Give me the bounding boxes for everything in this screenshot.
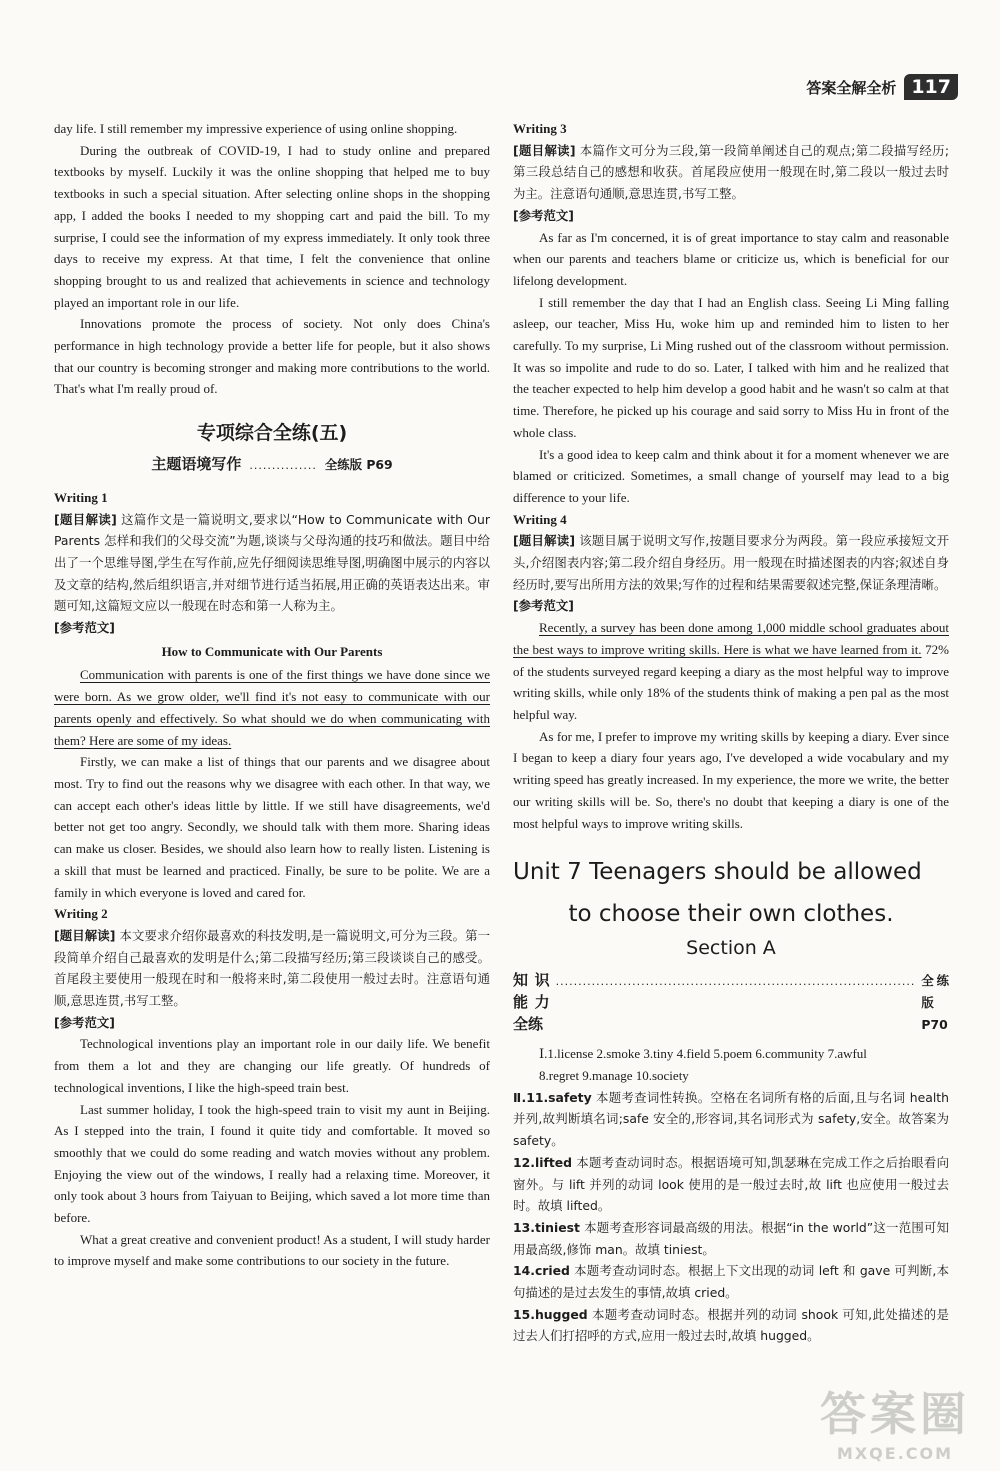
essay-paragraph [54, 664, 490, 751]
answer-text: 本题考查形容词最高级的用法。根据“in the world”这一范围可知用最高级,修饰 man。故填 tiniest。 [513, 1219, 949, 1257]
writing3-analysis [513, 140, 949, 205]
analysis-text: 这篇作文是一篇说明文,要求以“How to Communicate with Our Parents 怎样和我们的父母交流”为题,谈谈与父母沟通的技巧和做法。题目中给出了一个思维导图,学生在写作前,应先仔细阅读思维导图,明确图中展示的内容以及文章的结构,然后组织语言,并对细节进行适当拓展,用正确的英语表达出来。审题可知,这篇短文应以一般现在时态和第一人称为主。 [54, 511, 491, 614]
answer-text: 本题考查词性转换。空格在名词所有格的后面,且与名词 health 并列,故判断填名词;safe 安全的,形容词,其名词形式为 safety,安全。故答案为 safety。 [513, 1089, 949, 1149]
section-label: Section A [686, 937, 776, 960]
essay-paragraph [513, 617, 949, 726]
analysis-text: 本文要求介绍你最喜欢的科技发明,是一篇说明文,可分为三段。第一段简单介绍自己最喜欢的发明是什么;第二段描写经历;第三段谈谈自己的感受。首尾段主要使用一般现在时和一般将来时,第二段使用一般过去时。注意语句通顺,意思连贯,书写工整。 [54, 927, 490, 1009]
writing2-analysis [54, 925, 490, 1012]
writing4-analysis [513, 530, 949, 595]
essay-paragraph: What a great creative and convenient product! As a student, I will study harder to improve myself and make some contributions to our society in the future. [54, 1231, 490, 1269]
watermark-text: 答案圈 [820, 1387, 970, 1441]
watermark-logo [820, 1378, 970, 1463]
right-column [513, 118, 949, 1347]
unit-heading [513, 852, 949, 960]
analysis-tag: [题目解读] [513, 142, 576, 158]
essay-paragraph: As far as I'm concerned, it is of great importance to stay calm and reasonable when our parents and teachers blame or criticize us, which is beneficial for our lifelong development. [513, 229, 949, 288]
left-column [54, 118, 490, 1272]
analysis-text: 该题目属于说明文写作,按题目要求分为两段。第一段应承接短文开头,介绍图表内容;第二段介绍自身经历。用一般现在时描述图表的内容;叙述自身经历时,要写出所用方法的效果;写作的过程和结果需要叙述完整,保证条理清晰。 [513, 533, 949, 592]
analysis-tag: [题目解读] [54, 511, 117, 527]
essay-paragraph: Firstly, we can make a list of things that our parents and we disagree about most. Try to find out the reasons why we disagree with each other. In that way, we can accept each other's ideas little by little. If we still have disagreements, we'd better not get too angry. Secondly, we should talk with them more. Sharing ideas can make us closer. Besides, we should also learn how to really listen. Listening is a skill that must be learned and practiced. Finally, be sure to be polite. We are a family in which everyone is loved and cared for. [54, 754, 490, 900]
sample-tag: [参考范文] [513, 207, 574, 223]
answer-number: 15.hugged [513, 1306, 588, 1322]
essay-paragraph: Last summer holiday, I took the high-speed train to visit my aunt in Beijing. As I stepped into the train, I found it quite tidy and comfortable. It moved so smoothly that we could do some reading and watch movies without any problem. Enjoying the view out of the windows, I really had a relaxing time. Moreover, it only took about 3 hours from Taiyuan to Beijing, which saved a lot more time than before. [54, 1101, 490, 1226]
writing3-title: Writing 3 [513, 121, 567, 136]
underlined-text: Communication with parents is one of the first things we have done since we were born. As we grow older, we'll find it's not easy to communicate with our parents openly and effectively. So what should we do when communicating with them? Here are some of my ideas. [54, 667, 490, 748]
answers-part1-line1: Ⅰ.1.license 2.smoke 3.tiny 4.field 5.poem 6.community 7.awful [539, 1046, 867, 1062]
subsection-title: 主题语境写作 [151, 455, 242, 474]
essay-paragraph: It's a good idea to keep calm and think about it for a moment whenever we are blamed or criticized. Sometimes, a small change of yourself may lead to a big difference to your life. [513, 446, 949, 505]
intro-paragraph: day life. I still remember my impressive experience of using online shopping. [54, 121, 458, 136]
page-header [806, 74, 958, 100]
writing2-title: Writing 2 [54, 906, 108, 922]
answer-item [513, 1152, 949, 1217]
answer-item [513, 1217, 949, 1260]
answer-item [513, 1087, 949, 1152]
analysis-text: 本篇作文可分为三段,第一段简单阐述自己的观点;第二段描写经历;第三段总结自己的感想和收获。首尾段应使用一般现在时,第二段以一般过去时为主。注意语句通顺,意思连贯,书写工整。 [513, 142, 949, 202]
sample-tag: [参考范文] [54, 620, 115, 636]
essay-paragraph: I still remember the day that I had an English class. Seeing Li Ming falling asleep, our teacher, Miss Hu, woke him up and reminded him to listen to her carefully. To my surprise, Li Ming rushed out of the classroom without permission. It was so impolite and rude to do so. Later, I talked with him and he realized that the teacher expected to help him develop a good habit and he wasn't so calm at that time. Therefore, he picked up his courage and said sorry to Miss Hu in front of the whole class. [513, 294, 949, 440]
practice-header [513, 970, 949, 1035]
intro-paragraph: During the outbreak of COVID-19, I had to study online and prepared textbooks by myself. Luckily it was the online shopping that helped me to buy textbooks in such a special situation. After selecting online shops in the shopping app, I added the books I needed to my shopping cart and paid the bill. To my surprise, I could see the information of my express immediately. It only took three days to receive my express. At that time, I felt the convenience that online shopping brought to us and realized that achievements in science and technology played an important role in our life. [54, 142, 490, 310]
subsection-row [54, 454, 490, 477]
practice-dots: ................................................................................ [555, 975, 916, 989]
answer-number: Ⅱ.11.safety [513, 1089, 592, 1105]
sample-tag: [参考范文] [54, 1014, 115, 1030]
answer-text: 本题考查动词时态。根据语境可知,凯瑟琳在完成工作之后抬眼看向窗外。与 lift 并列的动词 look 使用的是一般过去时,故 lift 也应使用一般过去时。故填 lifted。 [513, 1154, 949, 1214]
answer-number: 12.lifted [513, 1154, 573, 1170]
section-title: 专项综合全练(五) [196, 422, 348, 445]
answer-number: 14.cried [513, 1263, 570, 1279]
header-title: 答案全解全析 [806, 78, 897, 97]
intro-paragraph: Innovations promote the process of society. Not only does China's performance in high technology provide a better life for people, but it also shows that our country is becoming stronger and making more contributions to the world. That's what I'm really proud of. [54, 316, 490, 397]
unit-title-line2: to choose their own clothes. [568, 901, 894, 928]
practice-page: 全练版 P70 [921, 973, 949, 1032]
answer-item [513, 1260, 949, 1303]
answers-part1-line2: 8.regret 9.manage 10.society [539, 1068, 689, 1084]
essay-paragraph: As for me, I prefer to improve my writing skills by keeping a diary. Ever since I began to keep a diary four years ago, I've developed a wide vocabulary and my writing speed has greatly increased. In my experience, the more we write, the better our writing skills will be. So, there's no doubt that keeping a diary is one of the most helpful ways to improve writing skills. [513, 728, 949, 831]
answer-item [513, 1304, 949, 1347]
analysis-tag: [题目解读] [54, 927, 116, 943]
answer-text: 本题考查动词时态。根据上下文出现的动词 left 和 gave 可判断,本句描述的是过去发生的事情,故填 cried。 [513, 1263, 949, 1301]
subsection-page: 全练版 P69 [324, 457, 393, 473]
underlined-text: Recently, a survey has been done among 1,000 middle school graduates about the best ways to improve writing skills. Here is what we have learned from it. [513, 620, 949, 657]
writing1-analysis [54, 509, 490, 618]
paragraph-rest: 72% of the students surveyed regard keeping a diary as the most helpful way to improve writing skills, while only 18% of the students think of making a pen pal as the most helpful way. [513, 641, 949, 722]
answer-text: 本题考查动词时态。根据并列的动词 shook 可知,此处描述的是过去人们打招呼的方式,应用一般过去时,故填 hugged。 [513, 1306, 949, 1344]
page-number: 117 [904, 74, 958, 100]
sample-tag: [参考范文] [513, 598, 574, 614]
essay-title: How to Communicate with Our Parents [161, 643, 383, 659]
practice-title: 知识能力全练 [513, 971, 550, 1033]
watermark-url: MXQE.COM [836, 1444, 954, 1463]
essay-paragraph: Technological inventions play an important role in our daily life. We benefit from them a lot and they are changing our life greatly. Of hundreds of technological inventions, I like the high-speed train best. [54, 1036, 490, 1095]
answer-number: 13.tiniest [513, 1219, 580, 1235]
subsection-dots: ............... [249, 459, 317, 473]
analysis-tag: [题目解读] [513, 533, 576, 549]
writing4-title: Writing 4 [513, 511, 567, 527]
unit-title-line1: Unit 7 Teenagers should be allowed [513, 859, 922, 886]
writing1-title: Writing 1 [54, 489, 108, 505]
